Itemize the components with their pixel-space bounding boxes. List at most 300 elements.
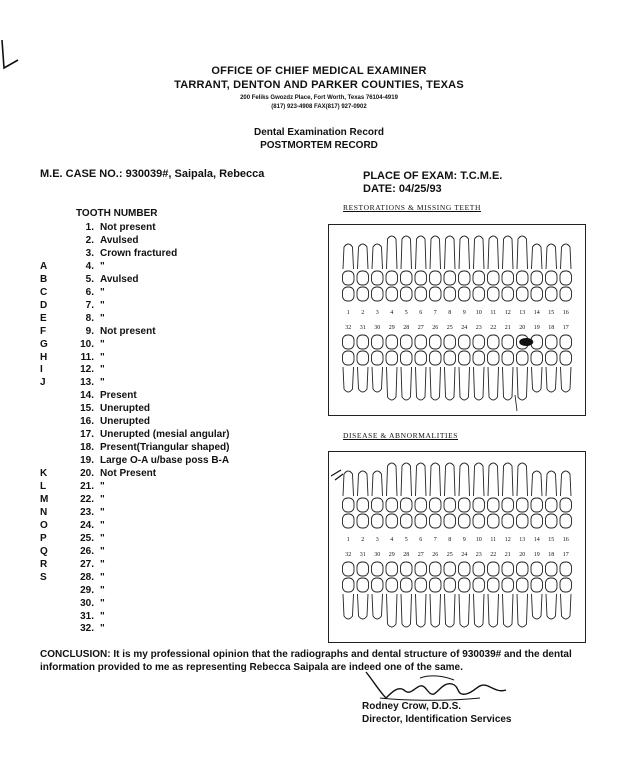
case-value: 930039#, Saipala, Rebecca xyxy=(125,168,265,180)
upper-tooth-occlusal xyxy=(415,287,427,301)
tooth-num: 19. xyxy=(80,455,94,467)
lower-tooth-root xyxy=(503,367,514,400)
upper-tooth-number: 12 xyxy=(504,537,511,543)
upper-tooth-number: 9 xyxy=(462,310,466,316)
upper-tooth-number: 10 xyxy=(475,310,482,316)
tooth-desc: Large O-A u/base poss B-A xyxy=(100,455,230,467)
tooth-desc: " xyxy=(100,545,105,557)
tooth-desc: " xyxy=(100,312,105,324)
upper-tooth-number: 7 xyxy=(433,537,437,543)
lower-tooth-crown xyxy=(560,578,572,592)
counties-title: TARRANT, DENTON AND PARKER COUNTIES, TEXAS xyxy=(174,79,464,91)
tooth-num: 27. xyxy=(80,558,94,570)
upper-tooth-occlusal xyxy=(401,287,413,301)
lower-tooth-crown xyxy=(531,351,543,365)
lower-tooth-occlusal xyxy=(444,335,456,349)
tooth-desc: Not Present xyxy=(100,468,157,480)
lower-tooth-root xyxy=(430,367,441,400)
upper-tooth-occlusal xyxy=(473,287,485,301)
lower-tooth-root xyxy=(503,594,514,627)
upper-tooth-crown xyxy=(531,498,543,512)
tooth-num: 15. xyxy=(80,403,94,415)
lower-tooth-number: 23 xyxy=(475,552,482,558)
upper-tooth-number: 14 xyxy=(533,537,540,543)
lower-tooth-crown xyxy=(386,351,398,365)
lower-tooth-occlusal xyxy=(546,562,558,576)
lower-tooth-root xyxy=(546,594,557,619)
tooth-desc: " xyxy=(100,584,105,596)
lower-tooth-crown xyxy=(430,351,442,365)
lower-tooth-crown xyxy=(401,578,413,592)
tooth-letter: N xyxy=(40,506,48,518)
lower-tooth-root xyxy=(561,367,572,392)
upper-tooth-number: 7 xyxy=(433,310,437,316)
lower-tooth-root xyxy=(488,594,499,627)
upper-tooth-crown xyxy=(560,271,572,285)
tooth-num: 21. xyxy=(80,481,94,492)
disease-chart-drawing xyxy=(329,452,585,642)
upper-tooth-occlusal xyxy=(546,287,558,301)
lower-tooth-occlusal xyxy=(357,562,369,576)
tooth-desc: Unerupted xyxy=(100,416,150,428)
upper-tooth-occlusal xyxy=(444,514,456,528)
upper-tooth-occlusal xyxy=(488,514,500,528)
tooth-desc: Unerupted xyxy=(100,403,150,415)
lower-tooth-number: 21 xyxy=(504,325,511,331)
tooth-desc: " xyxy=(100,597,105,609)
lower-tooth-number: 25 xyxy=(446,552,453,558)
lower-tooth-number: 18 xyxy=(548,325,555,331)
upper-tooth-number: 5 xyxy=(404,310,408,316)
upper-tooth-root xyxy=(445,236,456,269)
lower-tooth-occlusal xyxy=(401,335,413,349)
tooth-num: 13. xyxy=(80,377,94,389)
upper-tooth-crown xyxy=(372,498,384,512)
tooth-letter: E xyxy=(40,312,47,324)
lower-tooth-number: 29 xyxy=(388,552,395,558)
lower-tooth-number: 31 xyxy=(359,325,366,331)
lower-tooth-crown xyxy=(459,578,471,592)
upper-tooth-crown xyxy=(372,271,384,285)
tooth-letter: G xyxy=(40,338,48,350)
upper-tooth-root xyxy=(503,236,514,269)
tooth-letter: L xyxy=(40,481,47,492)
upper-tooth-crown xyxy=(386,498,398,512)
tooth-number-header: TOOTH NUMBER xyxy=(76,208,158,219)
lower-tooth-root xyxy=(343,594,354,619)
upper-tooth-occlusal xyxy=(473,514,485,528)
upper-tooth-crown xyxy=(517,271,529,285)
lower-tooth-number: 19 xyxy=(533,552,540,558)
upper-tooth-occlusal xyxy=(430,514,442,528)
upper-tooth-root xyxy=(474,236,485,269)
upper-tooth-occlusal xyxy=(386,287,398,301)
upper-tooth-number: 8 xyxy=(448,537,452,543)
tooth-desc: " xyxy=(100,338,105,350)
tooth-letter: A xyxy=(40,260,48,272)
tooth-letter: H xyxy=(40,351,48,363)
upper-tooth-crown xyxy=(560,498,572,512)
lower-tooth-crown xyxy=(488,351,500,365)
tooth-num: 9. xyxy=(85,325,94,337)
upper-tooth-crown xyxy=(546,498,558,512)
tooth-desc: Present(Triangular shaped) xyxy=(100,442,230,454)
restorations-chart-drawing xyxy=(329,225,585,415)
tooth-desc: " xyxy=(100,571,105,583)
lower-tooth-crown xyxy=(517,351,529,365)
lower-tooth-crown xyxy=(517,578,529,592)
lower-tooth-occlusal xyxy=(343,562,355,576)
lower-tooth-root xyxy=(546,367,557,392)
lower-tooth-crown xyxy=(473,351,485,365)
upper-tooth-number: 15 xyxy=(548,537,555,543)
lower-tooth-root xyxy=(459,594,470,627)
tooth-num: 3. xyxy=(85,247,94,259)
disease-chart xyxy=(328,451,586,643)
lower-tooth-root xyxy=(561,594,572,619)
signer-name: Rodney Crow, D.D.S. xyxy=(362,701,462,712)
lower-tooth-occlusal xyxy=(546,335,558,349)
place-label: PLACE OF EXAM: xyxy=(363,170,458,182)
lower-tooth-number: 29 xyxy=(388,325,395,331)
tooth-desc: " xyxy=(100,364,105,376)
lower-tooth-crown xyxy=(415,351,427,365)
lower-tooth-occlusal xyxy=(430,335,442,349)
upper-tooth-root xyxy=(561,244,572,269)
tooth-num: 7. xyxy=(85,299,94,311)
tooth-desc: " xyxy=(100,377,105,389)
lower-tooth-crown xyxy=(357,351,369,365)
lower-tooth-root xyxy=(517,367,528,400)
tooth-letter: F xyxy=(40,325,47,337)
annotation-tick xyxy=(515,395,517,411)
tooth-letter: R xyxy=(40,558,48,570)
lower-tooth-occlusal xyxy=(401,562,413,576)
upper-tooth-root xyxy=(343,471,354,496)
lower-tooth-crown xyxy=(415,578,427,592)
upper-tooth-crown xyxy=(459,271,471,285)
upper-tooth-occlusal xyxy=(343,514,355,528)
upper-tooth-crown xyxy=(488,498,500,512)
upper-tooth-root xyxy=(343,244,354,269)
upper-tooth-crown xyxy=(473,498,485,512)
tooth-num: 1. xyxy=(85,222,94,233)
upper-tooth-root xyxy=(372,244,383,269)
lower-tooth-occlusal xyxy=(502,562,514,576)
upper-tooth-crown xyxy=(430,271,442,285)
date-value: 04/25/93 xyxy=(398,183,442,195)
tooth-desc: " xyxy=(100,519,105,531)
restorations-chart xyxy=(328,224,586,416)
annotation-mark xyxy=(331,470,343,480)
tooth-num: 2. xyxy=(85,234,94,246)
upper-tooth-crown xyxy=(444,498,456,512)
lower-tooth-crown xyxy=(560,351,572,365)
tooth-letter: Q xyxy=(40,545,48,557)
lower-tooth-number: 30 xyxy=(374,552,381,558)
lower-tooth-number: 32 xyxy=(345,325,352,331)
upper-tooth-root xyxy=(561,471,572,496)
tooth-letter: P xyxy=(40,532,47,544)
upper-tooth-occlusal xyxy=(444,287,456,301)
tooth-letter: B xyxy=(40,273,48,285)
lower-tooth-root xyxy=(459,367,470,400)
upper-tooth-occlusal xyxy=(560,287,572,301)
lower-tooth-root xyxy=(517,594,528,627)
upper-tooth-number: 9 xyxy=(462,537,466,543)
tooth-desc: Avulsed xyxy=(100,234,139,246)
upper-tooth-root xyxy=(430,236,441,269)
lower-tooth-occlusal xyxy=(473,335,485,349)
upper-tooth-crown xyxy=(459,498,471,512)
upper-tooth-crown xyxy=(488,271,500,285)
lower-tooth-occlusal xyxy=(488,562,500,576)
upper-tooth-root xyxy=(401,236,412,269)
upper-tooth-occlusal xyxy=(459,287,471,301)
upper-tooth-root xyxy=(532,471,543,496)
upper-tooth-occlusal xyxy=(502,287,514,301)
lower-tooth-occlusal xyxy=(372,562,384,576)
tooth-num: 29. xyxy=(80,584,94,596)
tooth-num: 10. xyxy=(80,338,94,350)
upper-tooth-occlusal xyxy=(502,514,514,528)
tooth-desc: " xyxy=(100,493,105,505)
tooth-num: 6. xyxy=(85,286,94,298)
upper-tooth-occlusal xyxy=(372,287,384,301)
lower-tooth-crown xyxy=(488,578,500,592)
lower-tooth-occlusal xyxy=(488,335,500,349)
upper-tooth-number: 16 xyxy=(562,537,569,543)
lower-tooth-crown xyxy=(502,578,514,592)
upper-tooth-number: 14 xyxy=(533,310,540,316)
lower-tooth-root xyxy=(387,367,398,400)
upper-tooth-root xyxy=(503,463,514,496)
upper-tooth-occlusal xyxy=(343,287,355,301)
conclusion-text: It is my professional opinion that the radiographs and dental structure of 930039# and the dental information provided to me as representing Rebecca Saipala are indeed one of the same. xyxy=(40,649,572,673)
lower-tooth-number: 31 xyxy=(359,552,366,558)
lower-tooth-number: 26 xyxy=(432,325,439,331)
upper-tooth-occlusal xyxy=(546,514,558,528)
lower-tooth-crown xyxy=(502,351,514,365)
upper-tooth-crown xyxy=(430,498,442,512)
upper-tooth-root xyxy=(517,236,528,269)
lower-tooth-number: 25 xyxy=(446,325,453,331)
upper-tooth-occlusal xyxy=(430,287,442,301)
lower-tooth-number: 17 xyxy=(562,325,569,331)
upper-tooth-number: 3 xyxy=(375,537,379,543)
upper-tooth-crown xyxy=(343,498,355,512)
tooth-desc: " xyxy=(100,286,105,298)
upper-tooth-occlusal xyxy=(560,514,572,528)
tooth-num: 26. xyxy=(80,545,94,557)
conclusion xyxy=(40,648,600,674)
date-label: DATE: xyxy=(363,183,396,195)
tooth-letter: S xyxy=(40,571,47,583)
lower-tooth-crown xyxy=(444,578,456,592)
tooth-num: 30. xyxy=(80,597,94,609)
upper-tooth-crown xyxy=(401,498,413,512)
tooth-num: 24. xyxy=(80,519,94,531)
phone-line: (817) 923-4908 FAX(817) 927-0902 xyxy=(271,104,367,110)
tooth-num: 14. xyxy=(80,390,94,402)
lower-tooth-crown xyxy=(459,351,471,365)
lower-tooth-crown xyxy=(386,578,398,592)
tooth-num: 12. xyxy=(80,364,94,376)
lower-tooth-occlusal xyxy=(459,335,471,349)
upper-tooth-root xyxy=(445,463,456,496)
lower-tooth-occlusal xyxy=(430,562,442,576)
lower-tooth-number: 19 xyxy=(533,325,540,331)
lower-tooth-number: 22 xyxy=(490,325,497,331)
lower-tooth-number: 17 xyxy=(562,552,569,558)
lower-tooth-occlusal xyxy=(415,335,427,349)
tooth-num: 17. xyxy=(80,429,94,441)
upper-tooth-root xyxy=(430,463,441,496)
upper-tooth-root xyxy=(416,463,427,496)
tooth-desc: Not present xyxy=(100,222,156,233)
upper-tooth-root xyxy=(517,463,528,496)
upper-tooth-crown xyxy=(386,271,398,285)
upper-tooth-occlusal xyxy=(357,514,369,528)
lower-tooth-root xyxy=(416,594,427,627)
office-title: OFFICE OF CHIEF MEDICAL EXAMINER xyxy=(211,65,427,77)
lower-tooth-number: 21 xyxy=(504,552,511,558)
upper-tooth-occlusal xyxy=(372,514,384,528)
lower-tooth-occlusal xyxy=(473,562,485,576)
upper-tooth-occlusal xyxy=(386,514,398,528)
tooth-desc: Crown fractured xyxy=(100,247,178,259)
upper-tooth-occlusal xyxy=(531,514,543,528)
lower-tooth-occlusal xyxy=(415,562,427,576)
lower-tooth-number: 32 xyxy=(345,552,352,558)
tooth-desc: " xyxy=(100,506,105,518)
upper-tooth-number: 16 xyxy=(562,310,569,316)
upper-tooth-root xyxy=(401,463,412,496)
lower-tooth-crown xyxy=(546,578,558,592)
tooth-letter: O xyxy=(40,519,48,531)
lower-tooth-crown xyxy=(372,578,384,592)
tooth-letter: K xyxy=(40,468,48,480)
tooth-desc: Unerupted (mesial angular) xyxy=(100,429,230,441)
tooth-desc: " xyxy=(100,299,105,311)
disease-title: DISEASE & ABNORMALITIES xyxy=(343,431,459,440)
tooth-letter: I xyxy=(40,364,43,376)
lower-tooth-number: 20 xyxy=(519,552,526,558)
upper-tooth-root xyxy=(546,471,557,496)
lower-tooth-number: 18 xyxy=(548,552,555,558)
case-label: M.E. CASE NO.: xyxy=(40,168,123,180)
tooth-num: 4. xyxy=(85,260,94,272)
lower-tooth-root xyxy=(372,594,383,619)
tooth-num: 23. xyxy=(80,506,94,518)
lower-tooth-number: 24 xyxy=(461,552,468,558)
upper-tooth-root xyxy=(488,463,499,496)
restorations-title: RESTORATIONS & MISSING TEETH xyxy=(343,203,481,212)
lower-tooth-root xyxy=(401,594,412,627)
upper-tooth-crown xyxy=(415,498,427,512)
lower-tooth-root xyxy=(387,594,398,627)
lower-tooth-root xyxy=(358,367,369,392)
lower-tooth-crown xyxy=(473,578,485,592)
lower-tooth-root xyxy=(474,367,485,400)
place-of-exam xyxy=(363,170,502,182)
upper-tooth-occlusal xyxy=(488,287,500,301)
address-line: 200 Feliks Gwozdz Place, Fort Worth, Texas 76104-4919 xyxy=(240,95,398,101)
lower-tooth-root xyxy=(532,594,543,619)
upper-tooth-crown xyxy=(357,498,369,512)
lower-tooth-crown xyxy=(401,351,413,365)
lower-tooth-root xyxy=(445,367,456,400)
upper-tooth-root xyxy=(358,471,369,496)
lower-tooth-root xyxy=(445,594,456,627)
tooth-desc: Avulsed xyxy=(100,273,139,285)
lower-tooth-root xyxy=(474,594,485,627)
lower-tooth-crown xyxy=(343,351,355,365)
lower-tooth-crown xyxy=(444,351,456,365)
lower-tooth-crown xyxy=(357,578,369,592)
signer-title: Director, Identification Services xyxy=(362,714,512,725)
upper-tooth-occlusal xyxy=(517,514,529,528)
lower-tooth-number: 22 xyxy=(490,552,497,558)
upper-tooth-number: 4 xyxy=(390,537,394,543)
lower-tooth-occlusal xyxy=(531,562,543,576)
upper-tooth-number: 1 xyxy=(346,537,350,543)
lower-tooth-occlusal xyxy=(517,562,529,576)
upper-tooth-number: 3 xyxy=(375,310,379,316)
lower-tooth-crown xyxy=(546,351,558,365)
exam-date xyxy=(363,183,442,195)
upper-tooth-occlusal xyxy=(401,514,413,528)
record-title: Dental Examination Record xyxy=(253,127,385,138)
upper-tooth-occlusal xyxy=(415,514,427,528)
tooth-desc: " xyxy=(100,260,105,272)
upper-tooth-number: 11 xyxy=(490,537,497,543)
lower-tooth-occlusal xyxy=(343,335,355,349)
lower-tooth-crown xyxy=(343,578,355,592)
upper-tooth-number: 2 xyxy=(361,310,365,316)
upper-tooth-crown xyxy=(343,271,355,285)
upper-tooth-number: 12 xyxy=(504,310,511,316)
lower-tooth-occlusal xyxy=(386,562,398,576)
lower-tooth-occlusal xyxy=(372,335,384,349)
lower-tooth-root xyxy=(430,594,441,627)
lower-tooth-occlusal xyxy=(560,335,572,349)
upper-tooth-number: 13 xyxy=(519,310,526,316)
lower-tooth-occlusal xyxy=(444,562,456,576)
upper-tooth-number: 6 xyxy=(419,310,423,316)
lower-tooth-number: 28 xyxy=(403,552,410,558)
record-subtitle: POSTMORTEM RECORD xyxy=(260,140,378,151)
lower-tooth-root xyxy=(416,367,427,400)
lower-tooth-number: 23 xyxy=(475,325,482,331)
lower-tooth-number: 28 xyxy=(403,325,410,331)
tooth-desc: " xyxy=(100,558,105,570)
upper-tooth-number: 4 xyxy=(390,310,394,316)
lower-tooth-root xyxy=(401,367,412,400)
upper-tooth-root xyxy=(387,236,398,269)
upper-tooth-crown xyxy=(444,271,456,285)
tooth-desc: " xyxy=(100,532,105,544)
tooth-num: 28. xyxy=(80,571,94,583)
lower-tooth-root xyxy=(488,367,499,400)
lower-tooth-number: 27 xyxy=(417,325,424,331)
upper-tooth-number: 11 xyxy=(490,310,497,316)
lower-tooth-occlusal xyxy=(459,562,471,576)
upper-tooth-crown xyxy=(546,271,558,285)
tooth-desc: " xyxy=(100,351,105,363)
tooth-num: 5. xyxy=(85,273,94,285)
upper-tooth-occlusal xyxy=(459,514,471,528)
